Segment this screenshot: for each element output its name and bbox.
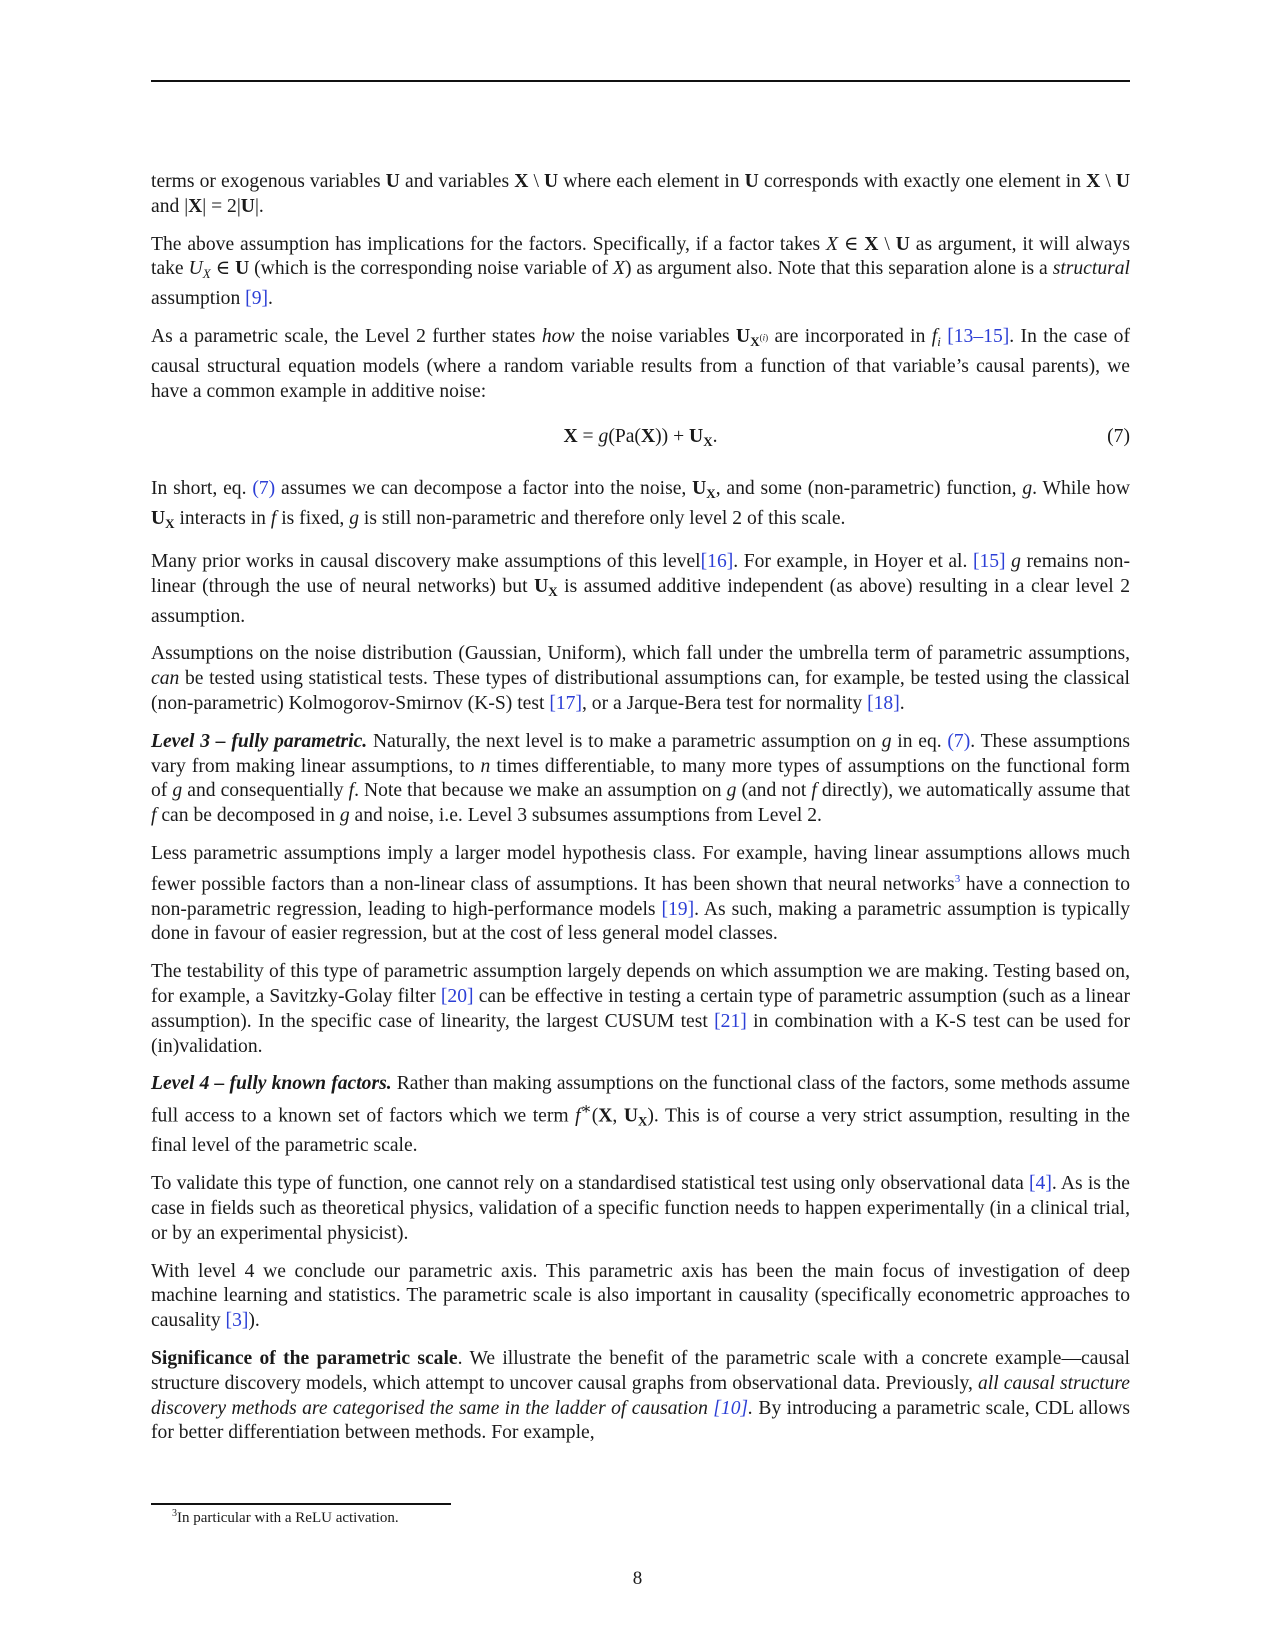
- paragraph-11: To validate this type of function, one cannot rely on a standardised statistical test using only observational data [4]. As is the case in fields such as theoretical physics, validation of a specific function needs to happen experimentally (in a clinical trial, or by an experimental physicist).: [151, 1173, 1130, 1244]
- footnote-marker[interactable]: 3: [954, 872, 961, 885]
- paragraph-4: In short, eq. (7) assumes we can decompose a factor into the noise, $U_X$, and some (non-parametric) function, g. While how $U_X$ interacts in f is fixed, g is still non-parametric and therefore only level 2 of this scale.: [151, 478, 1130, 532]
- level-4-heading: Level 4 – fully known factors.: [151, 1073, 392, 1095]
- paragraph-10: Level 4 – fully known factors. Rather than making assumptions on the functional class of the factors, some methods assume full access to a known set of factors which we term f∗(X, $U_X$). This is of course a very strict assumption, resulting in the final level of the parametric scale.: [151, 1073, 1131, 1157]
- equation-link[interactable]: (7): [252, 478, 276, 500]
- citation-link[interactable]: [17]: [549, 692, 582, 714]
- paragraph-1: terms or exogenous variables U and variables X \ U where each element in U corresponds with exactly one element in X \ U and |X| = 2|U|.: [151, 171, 1131, 217]
- citation-link[interactable]: [9]: [245, 288, 269, 310]
- citation-link[interactable]: [18]: [867, 692, 900, 714]
- level-3-heading: Level 3 – fully parametric.: [151, 730, 368, 752]
- paragraph-12: With level 4 we conclude our parametric axis. This parametric axis has been the main focus of investigation of deep machine learning and statistics. The parametric scale is also important in causality (specifically econometric approaches to causality [3]).: [151, 1260, 1130, 1332]
- equation-7: [151, 417, 1130, 457]
- citation-link[interactable]: [19]: [661, 898, 695, 920]
- citation-link[interactable]: [4]: [1029, 1173, 1052, 1195]
- citation-link[interactable]: [16]: [700, 550, 734, 572]
- citation-link[interactable]: [3]: [225, 1310, 249, 1332]
- paragraph-6: Assumptions on the noise distribution (Gaussian, Uniform), which fall under the umbrella term of parametric assumptions, can be tested using statistical tests. These types of distributional assumptions can, for example, be tested using the classical (non-parametric) Kolmogorov-Smirnov (K-S) test [17], or a Jarque-Bera test for normality [18].: [151, 643, 1130, 714]
- citation-link[interactable]: [21]: [714, 1010, 747, 1032]
- significance-heading: Significance of the parametric scale: [151, 1348, 458, 1370]
- footnote-rule: [151, 1503, 451, 1505]
- page-number: 8: [632, 1568, 643, 1589]
- page-body: [151, 170, 1130, 1459]
- equation-link[interactable]: (7): [947, 730, 971, 752]
- paragraph-13: Significance of the parametric scale. We illustrate the benefit of the parametric scale with a concrete example—causal structure discovery models, which attempt to uncover causal graphs from observational data. Previously, all causal structure discovery methods are categorised the same in the ladder of causation [10]. By introducing a parametric scale, CDL allows for better differentiation between methods. For example,: [151, 1348, 1131, 1444]
- citation-link[interactable]: [20]: [440, 985, 474, 1007]
- paragraph-2: The above assumption has implications for the factors. Specifically, if a factor takes X ∈ X \ U as argument, it will always take $U_X$ ∈ U (which is the corresponding noise variable of X) as argument also. Note that this separation alone is a structural assumption [9].: [151, 233, 1130, 310]
- header-rule: [151, 80, 1130, 82]
- footnote: $^3$In particular with a ReLU activation.: [172, 1508, 399, 1526]
- paragraph-3: As a parametric scale, the Level 2 further states how the noise variables $U_{X^{(i)}}$ are incorporated in $f_i$ [13–15]. In the case of causal structural equation models (where a random variable results from a function of that variable’s causal parents), we have a common example in additive noise:: [151, 325, 1130, 402]
- citation-link[interactable]: [15]: [972, 550, 1006, 572]
- citation-link[interactable]: [13–15]: [947, 325, 1010, 347]
- paragraph-8: Less parametric assumptions imply a larger model hypothesis class. For example, having linear assumptions allows much fewer possible factors than a non-linear class of assumptions. It has been shown that neural networks$^3$ have a connection to non-parametric regression, leading to high-performance models [19]. As such, making a parametric assumption is typically done in favour of easier regression, but at the cost of less general model classes.: [151, 842, 1131, 945]
- citation-link[interactable]: [10]: [713, 1397, 749, 1419]
- equation-number: (7): [1107, 426, 1130, 448]
- paragraph-5: Many prior works in causal discovery make assumptions of this level[16]. For example, in Hoyer et al. [15] g remains non-linear (through the use of neural networks) but $U_X$ is assumed additive independent (as above) resulting in a clear level 2 assumption.: [151, 550, 1130, 627]
- equation-formula: $X = g(Pa(X)) + U_X$.: [563, 426, 718, 450]
- paragraph-7: Level 3 – fully parametric. Naturally, the next level is to make a parametric assumption on g in eq. (7). These assumptions vary from making linear assumptions, to n times differentiable, to many more types of assumptions on the functional form of g and consequentially f. Note that because we make an assumption on g (and not f directly), we automatically assume that f can be decomposed in g and noise, i.e. Level 3 subsumes assumptions from Level 2.: [151, 730, 1130, 827]
- paragraph-9: The testability of this type of parametric assumption largely depends on which assumption we are making. Testing based on, for example, a Savitzky-Golay filter [20] can be effective in testing a certain type of parametric assumption (such as a linear assumption). In the specific case of linearity, the largest CUSUM test [21] in combination with a K-S test can be used for (in)validation.: [151, 961, 1131, 1057]
